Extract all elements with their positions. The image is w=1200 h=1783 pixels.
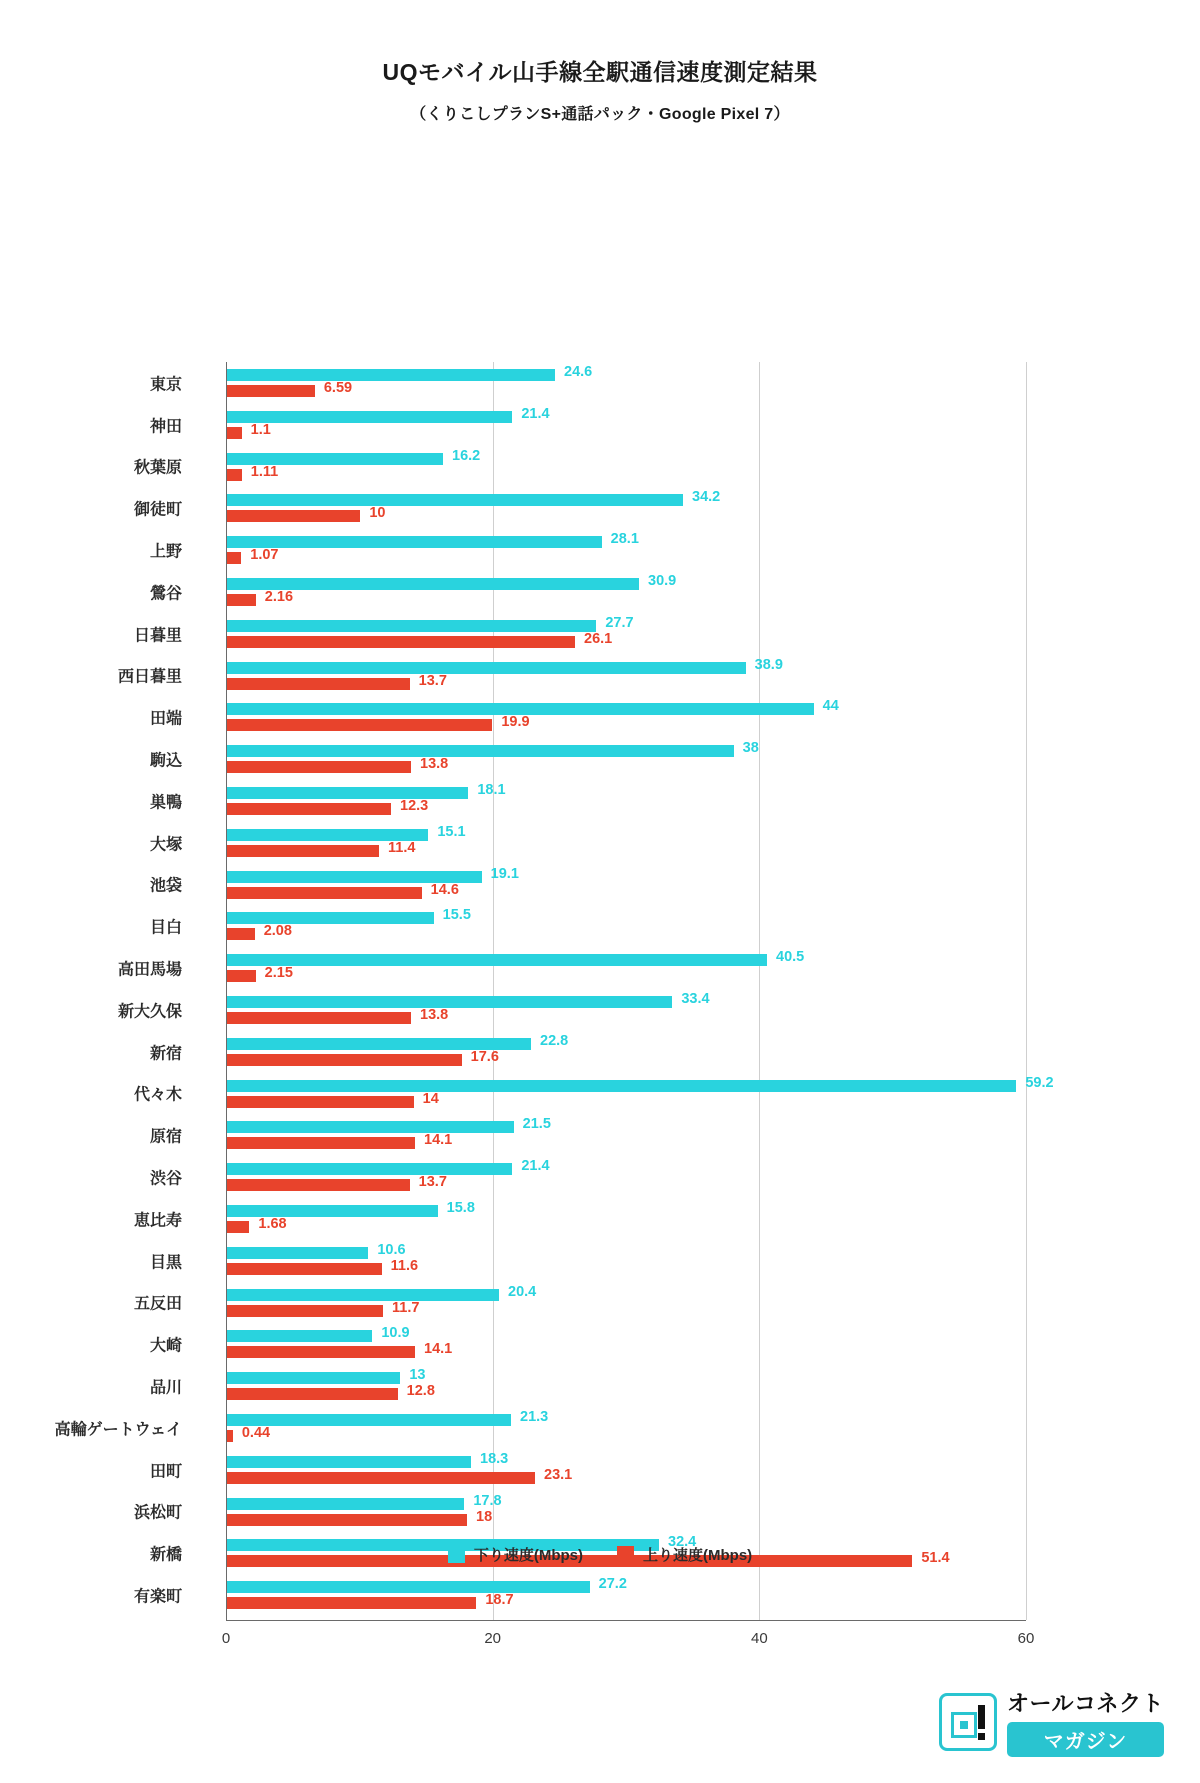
value-upload: 18 [476, 1508, 493, 1525]
value-upload: 1.11 [250, 463, 279, 480]
chart-row [0, 404, 1200, 446]
value-upload: 18.7 [485, 1592, 514, 1609]
category-label: 東京 [149, 376, 182, 394]
bar-upload [227, 678, 410, 690]
legend-swatch-icon [448, 1546, 465, 1563]
value-upload: 14.6 [430, 881, 459, 898]
value-download: 18.3 [480, 1450, 509, 1467]
category-label: 日暮里 [133, 627, 182, 645]
value-upload: 13.8 [420, 756, 449, 773]
row-bars [227, 1114, 1200, 1156]
category-label: 新大久保 [117, 1003, 182, 1021]
chart-row [0, 1156, 1200, 1198]
bar-download [227, 912, 434, 924]
chart-row [0, 1282, 1200, 1324]
row-bars [227, 989, 1200, 1031]
category-label: 田端 [149, 710, 182, 728]
category-label: 西日暮里 [117, 668, 182, 686]
bar-upload [227, 552, 241, 564]
value-upload: 2.08 [263, 923, 292, 940]
legend-label: 上り速度(Mbps) [643, 1547, 753, 1564]
category-label: 鶯谷 [149, 585, 182, 603]
chart-row [0, 1031, 1200, 1073]
value-download: 15.8 [446, 1199, 475, 1216]
legend-item[interactable] [617, 1544, 752, 1565]
value-download: 40.5 [776, 949, 805, 966]
chart-title: UQモバイル山手線全駅通信速度測定結果 [382, 59, 818, 85]
value-upload: 14.1 [424, 1341, 453, 1358]
bar-upload [227, 1346, 415, 1358]
row-bars [227, 1491, 1200, 1533]
value-upload: 13.7 [418, 1174, 447, 1191]
value-download: 33.4 [681, 990, 710, 1007]
category-label: 駒込 [149, 752, 182, 770]
value-download: 30.9 [648, 572, 677, 589]
bar-upload [227, 1179, 410, 1191]
x-tick-label: 40 [750, 1630, 768, 1647]
bar-rows [0, 362, 1200, 1616]
bar-download [227, 787, 468, 799]
chart-row [0, 864, 1200, 906]
value-download: 21.3 [520, 1408, 549, 1425]
value-download: 10.6 [377, 1241, 406, 1258]
row-bars [227, 1240, 1200, 1282]
bar-upload [227, 1221, 249, 1233]
bar-download [227, 1289, 499, 1301]
category-label: 新橋 [149, 1546, 182, 1564]
brand-logo [939, 1687, 1164, 1757]
chart-row [0, 1114, 1200, 1156]
value-upload: 26.1 [584, 630, 613, 647]
category-label: 目黒 [149, 1254, 182, 1272]
value-download: 38 [742, 740, 759, 757]
value-download: 22.8 [540, 1032, 569, 1049]
category-label: 五反田 [133, 1295, 182, 1313]
category-label: 池袋 [149, 877, 182, 895]
value-upload: 51.4 [921, 1550, 950, 1567]
bar-download [227, 662, 746, 674]
row-bars [227, 404, 1200, 446]
bar-download [227, 620, 596, 632]
value-upload: 14 [422, 1090, 439, 1107]
value-upload: 17.6 [470, 1048, 499, 1065]
value-download: 18.1 [477, 781, 506, 798]
chart-row [0, 571, 1200, 613]
chart-row [0, 529, 1200, 571]
value-upload: 10 [369, 505, 386, 522]
bar-upload [227, 1305, 383, 1317]
chart-row [0, 738, 1200, 780]
bar-download [227, 1121, 514, 1133]
chart-row [0, 905, 1200, 947]
category-label: 品川 [149, 1379, 182, 1397]
row-bars [227, 1198, 1200, 1240]
bar-download [227, 494, 683, 506]
value-download: 15.1 [437, 823, 466, 840]
row-bars [227, 1323, 1200, 1365]
value-upload: 11.4 [388, 839, 416, 856]
value-download: 32.4 [668, 1534, 697, 1551]
value-upload: 13.8 [420, 1006, 449, 1023]
bar-upload [227, 636, 575, 648]
chart-row [0, 362, 1200, 404]
value-upload: 1.07 [250, 547, 279, 564]
bar-download [227, 1247, 368, 1259]
bar-upload [227, 1054, 462, 1066]
category-label: 代々木 [133, 1086, 182, 1104]
value-download: 27.7 [605, 614, 634, 631]
chart-row [0, 1574, 1200, 1616]
category-label: 上野 [149, 543, 182, 561]
bar-upload [227, 1137, 415, 1149]
chart-row [0, 947, 1200, 989]
chart-row [0, 487, 1200, 529]
category-label: 新宿 [149, 1045, 182, 1063]
x-axis-line [226, 1620, 1026, 1621]
chart-row [0, 1198, 1200, 1240]
value-upload: 23.1 [544, 1466, 573, 1483]
row-bars [227, 864, 1200, 906]
row-bars [227, 446, 1200, 488]
bar-upload [227, 1263, 382, 1275]
value-download: 16.2 [452, 447, 481, 464]
value-upload: 2.15 [264, 965, 293, 982]
value-upload: 0.44 [241, 1424, 271, 1441]
row-bars [227, 1407, 1200, 1449]
legend-label: 下り速度(Mbps) [473, 1547, 583, 1564]
chart-row [0, 696, 1200, 738]
bar-download [227, 1456, 471, 1468]
value-download: 28.1 [610, 531, 639, 548]
value-upload: 12.3 [400, 797, 429, 814]
bar-download [227, 1498, 464, 1510]
chart-row [0, 1240, 1200, 1282]
value-upload: 19.9 [501, 714, 530, 731]
bar-download [227, 954, 767, 966]
value-download: 38.9 [754, 656, 783, 673]
chart-row [0, 1073, 1200, 1115]
value-download: 19.1 [490, 865, 519, 882]
category-label: 巣鴨 [149, 794, 182, 812]
category-label: 浜松町 [133, 1504, 182, 1522]
bar-upload [227, 719, 492, 731]
value-upload: 2.16 [264, 588, 294, 605]
row-bars [227, 571, 1200, 613]
bar-upload [227, 510, 360, 522]
chart-row [0, 655, 1200, 697]
value-download: 10.9 [381, 1325, 410, 1342]
chart-legend [0, 1544, 1200, 1565]
value-download: 24.6 [564, 364, 593, 380]
value-upload: 13.7 [418, 672, 447, 689]
bar-download [227, 996, 672, 1008]
value-upload: 12.8 [406, 1383, 435, 1400]
chart-row [0, 780, 1200, 822]
bar-upload [227, 1514, 467, 1526]
row-bars [227, 529, 1200, 571]
chart-row [0, 1407, 1200, 1449]
row-bars [227, 780, 1200, 822]
chart-row [0, 613, 1200, 655]
value-upload: 1.68 [258, 1215, 287, 1232]
chart-row [0, 1449, 1200, 1491]
x-tick-label: 20 [484, 1630, 501, 1647]
bar-download [227, 1330, 372, 1342]
bar-download [227, 1080, 1016, 1092]
row-bars [227, 655, 1200, 697]
row-bars [227, 1449, 1200, 1491]
x-tick-label: 60 [1017, 1630, 1035, 1647]
value-download: 21.5 [522, 1116, 551, 1133]
value-upload: 1.1 [250, 421, 271, 438]
bar-upload [227, 845, 379, 857]
bar-upload [227, 1388, 398, 1400]
chart-row [0, 989, 1200, 1031]
row-bars [227, 696, 1200, 738]
bar-upload [227, 1472, 535, 1484]
value-upload: 6.59 [323, 380, 353, 396]
category-label: 秋葉原 [133, 459, 182, 477]
value-download: 27.2 [598, 1576, 627, 1593]
bar-upload [227, 1012, 411, 1024]
value-download: 20.4 [508, 1283, 537, 1300]
value-download: 21.4 [521, 1158, 550, 1175]
category-label: 恵比寿 [133, 1212, 182, 1230]
row-bars [227, 1574, 1200, 1616]
bar-download [227, 369, 555, 381]
logo-mark-icon [939, 1693, 997, 1751]
chart-row [0, 1323, 1200, 1365]
bar-upload [227, 928, 255, 940]
bar-upload [227, 385, 315, 397]
row-bars [227, 487, 1200, 529]
row-bars [227, 1365, 1200, 1407]
category-label: 神田 [149, 418, 182, 436]
category-label: 田町 [149, 1463, 182, 1481]
bar-upload [227, 594, 256, 606]
category-label: 原宿 [149, 1128, 182, 1146]
row-bars [227, 1282, 1200, 1324]
value-download: 13 [409, 1367, 426, 1384]
bar-upload [227, 427, 242, 439]
bar-upload [227, 469, 242, 481]
bar-upload [227, 761, 411, 773]
chart-row [0, 1491, 1200, 1533]
category-label: 有楽町 [133, 1588, 182, 1606]
bar-upload [227, 887, 422, 899]
bar-upload [227, 1597, 476, 1609]
category-label: 目白 [149, 919, 182, 937]
chart-subtitle: （くりこしプランS+通話パック・Google Pixel 7） [410, 106, 790, 123]
bar-download [227, 745, 734, 757]
bar-download [227, 1372, 400, 1384]
row-bars [227, 1156, 1200, 1198]
bar-upload [227, 1096, 414, 1108]
value-download: 21.4 [521, 405, 550, 422]
bar-upload [227, 970, 256, 982]
category-label: 御徒町 [133, 501, 182, 519]
category-label: 大崎 [149, 1337, 182, 1355]
row-bars [227, 905, 1200, 947]
row-bars [227, 1073, 1200, 1115]
row-bars [227, 947, 1200, 989]
value-upload: 11.6 [390, 1257, 419, 1274]
value-upload: 14.1 [424, 1132, 453, 1149]
row-bars [227, 738, 1200, 780]
bar-upload [227, 803, 391, 815]
value-download: 15.5 [442, 907, 471, 924]
legend-swatch-icon [617, 1546, 634, 1563]
category-label: 高田馬場 [117, 961, 182, 979]
row-bars [227, 362, 1200, 404]
category-label: 大塚 [149, 836, 182, 854]
chart-row [0, 446, 1200, 488]
logo-bottom-text: マガジン [1007, 1722, 1164, 1757]
legend-item[interactable] [448, 1544, 583, 1565]
logo-top-text: オールコネクト [1006, 1691, 1164, 1716]
row-bars [227, 613, 1200, 655]
chart-row [0, 822, 1200, 864]
bar-upload [227, 1430, 233, 1442]
chart-row [0, 1365, 1200, 1407]
category-label: 高輪ゲートウェイ [54, 1421, 182, 1439]
row-bars [227, 1031, 1200, 1073]
category-label: 渋谷 [149, 1170, 182, 1188]
bar-download [227, 1581, 590, 1593]
value-download: 59.2 [1025, 1074, 1054, 1091]
value-download: 34.2 [692, 489, 721, 506]
bar-download [227, 1163, 512, 1175]
value-download: 44 [822, 698, 839, 715]
value-download: 17.8 [473, 1492, 502, 1509]
row-bars [227, 822, 1200, 864]
bar-download [227, 536, 602, 548]
value-upload: 11.7 [392, 1299, 420, 1316]
x-tick-label: 0 [221, 1630, 231, 1647]
